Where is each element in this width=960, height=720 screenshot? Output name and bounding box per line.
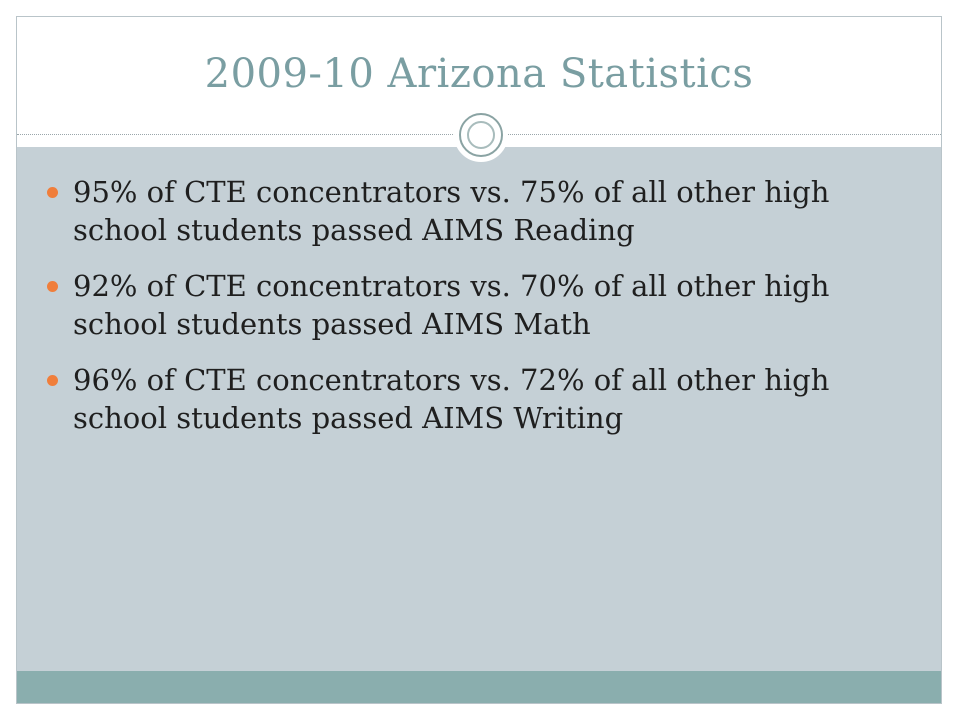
bullet-text: 95% of CTE concentrators vs. 75% of all other high school students passed AIMS Reading <box>73 175 830 247</box>
ornament-inner-ring <box>467 121 495 149</box>
footer-band <box>17 671 941 704</box>
bullet-text: 92% of CTE concentrators vs. 70% of all other high school students passed AIMS Math <box>73 269 830 341</box>
bullet-item <box>47 267 907 343</box>
circle-ornament-icon <box>454 108 508 162</box>
bullet-item <box>47 361 907 437</box>
bullet-item <box>47 173 907 249</box>
bullet-dot-icon <box>47 375 58 386</box>
ornament-outer-ring <box>459 113 503 157</box>
content-area <box>17 147 941 671</box>
slide-title: 2009-10 Arizona Statistics <box>204 51 754 97</box>
slide-frame <box>16 16 942 704</box>
bullet-text: 96% of CTE concentrators vs. 72% of all other high school students passed AIMS Writing <box>73 363 830 435</box>
bullet-list <box>47 173 907 455</box>
bullet-dot-icon <box>47 281 58 292</box>
bullet-dot-icon <box>47 187 58 198</box>
